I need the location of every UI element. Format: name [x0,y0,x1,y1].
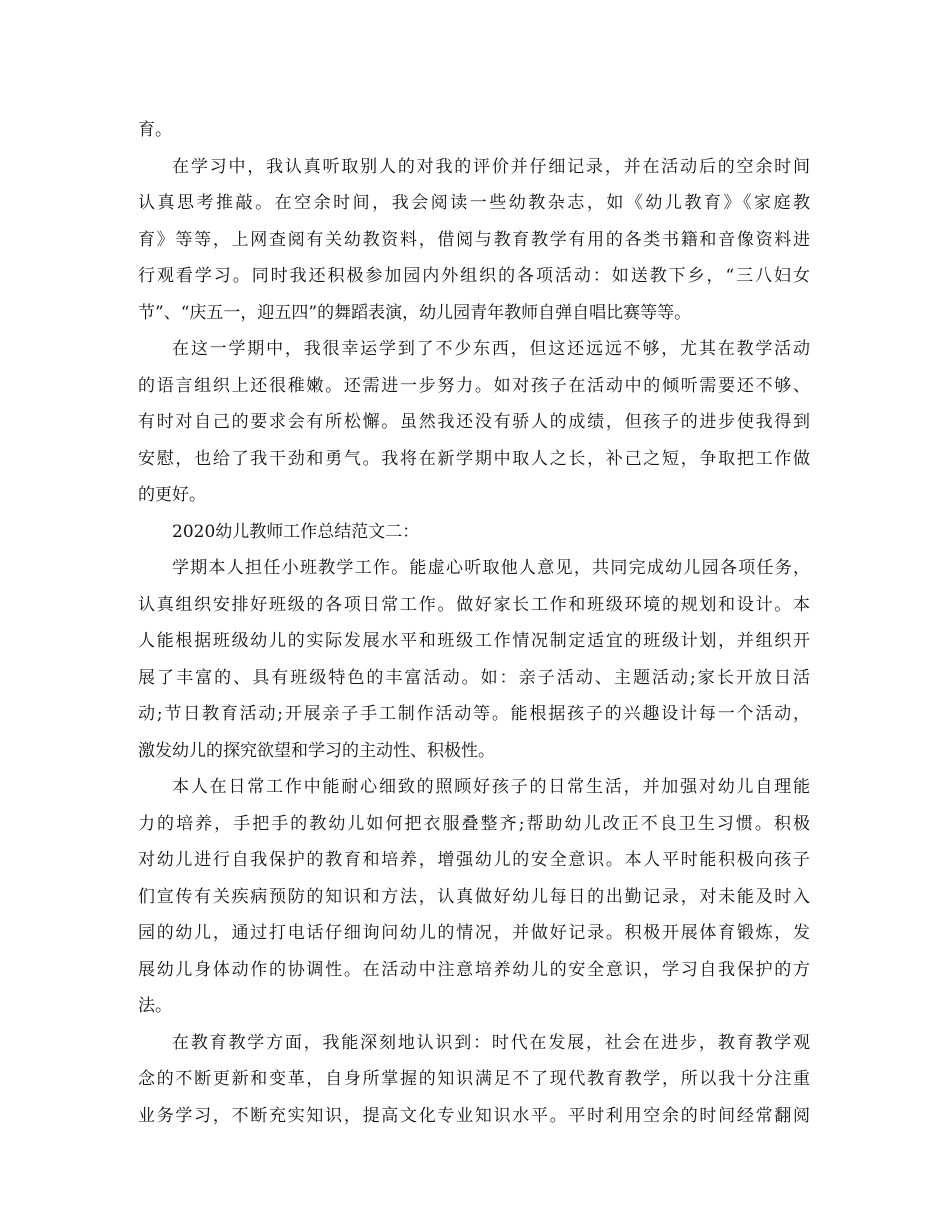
text-line: 法。 [138,996,172,1016]
text-line: 的语言组织上还很稚嫩。还需进一步努力。如对孩子在活动中的倾听需要还不够、 [138,375,810,396]
text-line: 本人在日常工作中能耐心细致的照顾好孩子的日常生活，并加强对幼儿自理能 [172,777,810,797]
text-line: 认真组织安排好班级的各项日常工作。做好家长工作和班级环境的规划和设计。本 [138,594,810,615]
text-line: 在学习中，我认真听取别人的对我的评价并仔细记录，并在活动后的空余时间 [172,156,810,177]
text-line: 展幼儿身体动作的协调性。在活动中注意培养幼儿的安全意识，学习自我保护的方 [138,959,810,980]
text-line: 动;节日教育活动;开展亲子手工制作活动等。能根据孩子的兴趣设计每一个活动， [138,704,810,724]
text-line: 人能根据班级幼儿的实际发展水平和班级工作情况制定适宜的班级计划，并组织开 [138,631,810,651]
text-line: 们宣传有关疾病预防的知识和方法，认真做好幼儿每日的出勤记录，对未能及时入 [138,886,810,907]
text-line: 行观看学习。同时我还积极参加园内外组织的各项活动：如送教下乡，“三八妇女 [138,266,810,286]
text-line: 在这一学期中，我很幸运学到了不少东西，但这还远远不够，尤其在教学活动 [172,339,810,359]
text-line: 念的不断更新和变革，自身所掌握的知识满足不了现代教育教学，所以我十分注重 [138,1069,810,1089]
text-line: 育》等等，上网查阅有关幼教资料，借阅与教育教学有用的各类书籍和音像资料进 [138,229,810,250]
text-line: 认真思考推敲。在空余时间，我会阅读一些幼教杂志，如《幼儿教育》《家庭教 [138,193,810,213]
text-line: 在教育教学方面，我能深刻地认识到：时代在发展，社会在进步，教育教学观 [172,1032,810,1053]
text-line: 有时对自己的要求会有所松懈。虽然我还没有骄人的成绩，但孩子的进步使我得到 [138,412,810,432]
text-line: 园的幼儿，通过打电话仔细询问幼儿的情况，并做好记录。积极开展体育锻炼，发 [138,923,810,943]
text-line: 安慰，也给了我干劲和勇气。我将在新学期中取人之长，补己之短，争取把工作做 [138,448,810,469]
text-line: 节”、“庆五一，迎五四”的舞蹈表演，幼儿园青年教师自弹自唱比赛等等。 [138,302,692,323]
text-line: 激发幼儿的探究欲望和学习的主动性、积极性。 [138,740,495,761]
text-line: 的更好。 [138,485,206,505]
text-line: 对幼儿进行自我保护的教育和培养，增强幼儿的安全意识。本人平时能积极向孩子 [138,850,810,870]
text-line: 育。 [138,120,172,140]
text-line: 2020幼儿教师工作总结范文二： [172,521,420,542]
text-line: 展了丰富的、具有班级特色的丰富活动。如：亲子活动、主题活动;家长开放日活 [138,667,810,688]
document-body [138,112,810,1134]
text-line: 力的培养，手把手的教幼儿如何把衣服叠整齐;帮助幼儿改正不良卫生习惯。积极 [138,813,810,834]
text-line: 学期本人担任小班教学工作。能虚心听取他人意见，共同完成幼儿园各项任务， [172,558,810,578]
text-line: 业务学习，不断充实知识，提高文化专业知识水平。平时利用空余的时间经常翻阅 [138,1105,810,1126]
